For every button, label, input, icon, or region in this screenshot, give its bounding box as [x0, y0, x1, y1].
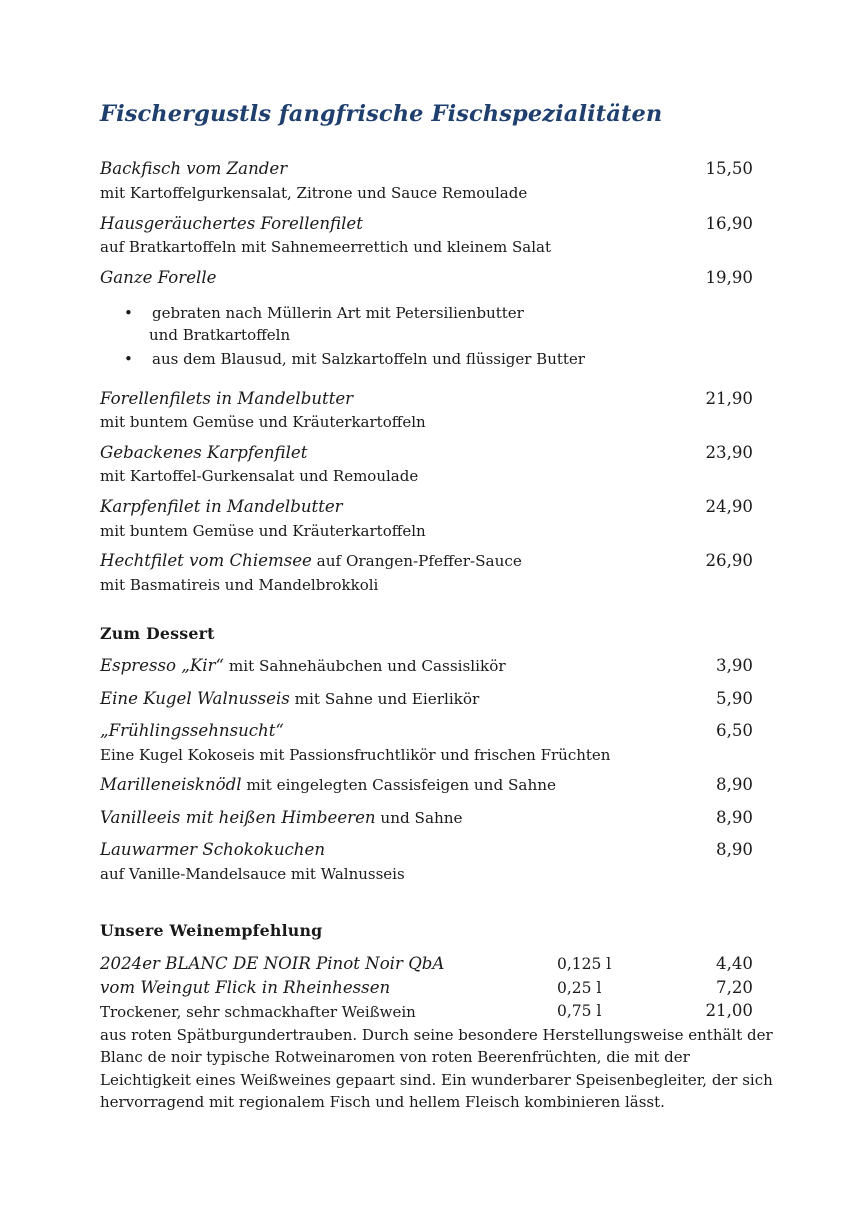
fish-item-price: 21,90	[705, 389, 753, 408]
wine-description: aus roten Spätburgundertrauben. Durch seine besondere Herstellungsweise enthält der Blanc de noir typische Rotweinaromen von roten Beerenfrüchten, die mit der Leichtigkeit eines Weißweines gepaart sind. Ein wunderbarer Speisenbegleiter, der sich hervorragend mit regionalem Fisch und hellem Fleisch kombinieren lässt.	[100, 1026, 773, 1111]
fish-item-line	[100, 551, 753, 570]
wine-volume: 0,125 l	[557, 955, 612, 973]
dessert-item-line	[100, 775, 753, 794]
bullet-icon: •	[124, 304, 133, 322]
fish-item-name: Ganze Forelle	[100, 268, 217, 287]
fish-item-price: 26,90	[705, 551, 753, 570]
dessert-item-desc: auf Vanille-Mandelsauce mit Walnusseis	[100, 865, 405, 883]
dessert-item-name: Vanilleeis mit heißen Himbeeren	[100, 808, 376, 827]
dessert-item-line	[100, 689, 753, 708]
fish-item-desc: mit Kartoffelgurkensalat, Zitrone und Sauce Remoulade	[100, 184, 528, 202]
dessert-item-name: Marilleneisknödl	[100, 775, 242, 794]
dessert-item-price: 5,90	[716, 689, 753, 708]
fish-item-price: 23,90	[705, 443, 753, 462]
wine-price: 21,00	[705, 1001, 753, 1020]
dessert-item-price: 8,90	[716, 775, 753, 794]
fish-item-desc: mit Basmatireis und Mandelbrokkoli	[100, 576, 379, 594]
fish-item-name: Backfisch vom Zander	[100, 159, 288, 178]
wine-heading: Unsere Weinempfehlung	[100, 921, 323, 940]
fish-item-desc: mit buntem Gemüse und Kräuterkartoffeln	[100, 522, 426, 540]
fish-item-price: 15,50	[705, 159, 753, 178]
dessert-item-line	[100, 808, 753, 827]
fish-item-name: Gebackenes Karpfenfilet	[100, 443, 308, 462]
dessert-item-price: 8,90	[716, 840, 753, 859]
dessert-item-line	[100, 656, 753, 675]
fish-item-price: 16,90	[705, 214, 753, 233]
dessert-item-suffix: mit Sahne und Eierlikör	[289, 690, 480, 708]
page-title: Fischergustls fangfrische Fischspezialitäten	[100, 101, 663, 127]
dessert-item-name: Lauwarmer Schokokuchen	[100, 840, 326, 859]
wine-type: Trockener, sehr schmackhafter Weißwein	[100, 1003, 416, 1021]
wine-price: 4,40	[716, 954, 753, 973]
fish-item-name: Karpfenfilet in Mandelbutter	[100, 497, 343, 516]
fish-item-name: Hechtfilet vom Chiemsee	[100, 551, 312, 570]
dessert-item-price: 3,90	[716, 656, 753, 675]
dessert-item-name: Eine Kugel Walnusseis	[100, 689, 290, 708]
dessert-item-suffix: mit Sahnehäubchen und Cassislikör	[224, 657, 506, 675]
dessert-item-desc: Eine Kugel Kokoseis mit Passionsfruchtlikör und frischen Früchten	[100, 746, 611, 764]
dessert-item-name: „Frühlingssehnsucht“	[100, 721, 284, 740]
option-text: aus dem Blausud, mit Salzkartoffeln und flüssiger Butter	[152, 350, 585, 368]
dessert-item-suffix: und Sahne	[375, 809, 463, 827]
fish-item-price: 19,90	[705, 268, 753, 287]
dessert-item-name: Espresso „Kir“	[100, 656, 225, 675]
wine-volume: 0,25 l	[557, 979, 602, 997]
dessert-item-price: 8,90	[716, 808, 753, 827]
fish-item-desc: auf Bratkartoffeln mit Sahnemeerrettich und kleinem Salat	[100, 238, 551, 256]
fish-item-price: 24,90	[705, 497, 753, 516]
fish-item-desc: mit Kartoffel-Gurkensalat und Remoulade	[100, 467, 419, 485]
dessert-item-price: 6,50	[716, 721, 753, 740]
wine-name: 2024er BLANC DE NOIR Pinot Noir QbA	[100, 954, 445, 973]
fish-item-name: Forellenfilets in Mandelbutter	[100, 389, 354, 408]
wine-producer: vom Weingut Flick in Rheinhessen	[100, 978, 391, 997]
wine-price: 7,20	[716, 978, 753, 997]
wine-volume: 0,75 l	[557, 1002, 602, 1020]
option-text: gebraten nach Müllerin Art mit Petersilienbutter	[152, 304, 524, 322]
dessert-item-suffix: mit eingelegten Cassisfeigen und Sahne	[241, 776, 557, 794]
fish-item-name: Hausgeräuchertes Forellenfilet	[100, 214, 363, 233]
fish-item-suffix: auf Orangen-Pfeffer-Sauce	[311, 552, 522, 570]
fish-item-desc: mit buntem Gemüse und Kräuterkartoffeln	[100, 413, 426, 431]
dessert-heading: Zum Dessert	[100, 624, 215, 643]
bullet-icon: •	[124, 350, 133, 368]
option-text: und Bratkartoffeln	[149, 326, 291, 344]
